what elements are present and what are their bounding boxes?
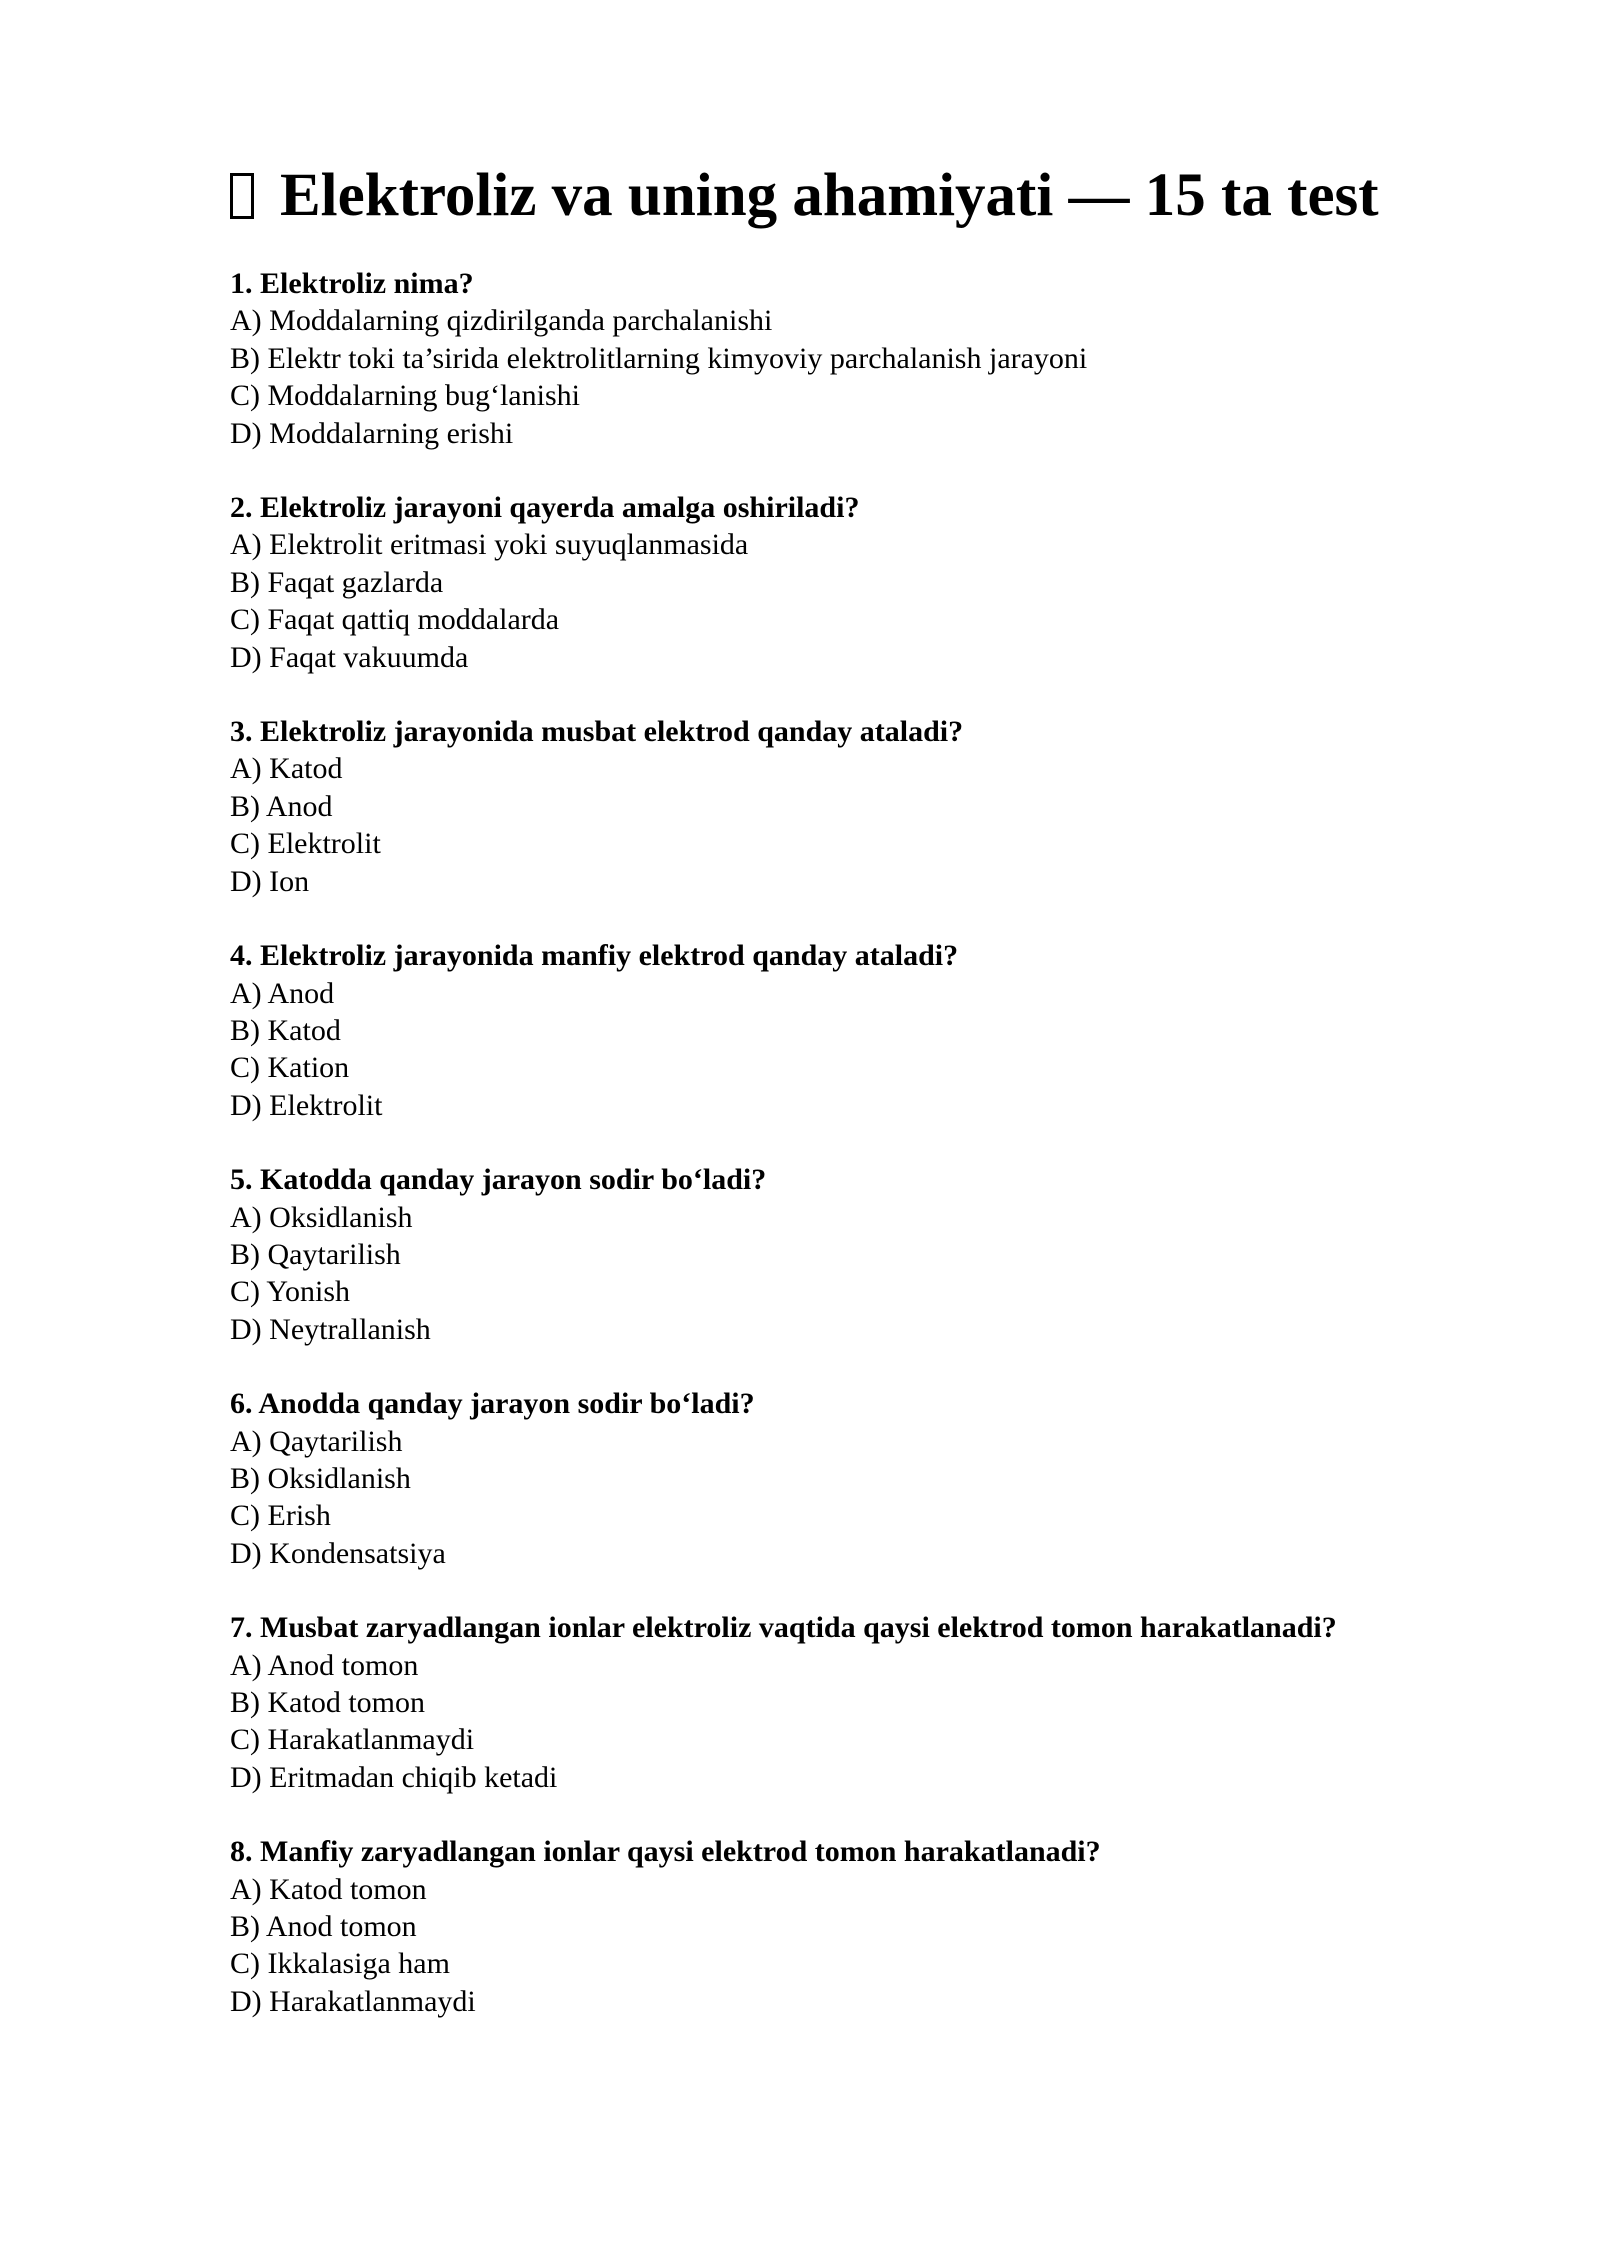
question-4: [230, 937, 1480, 1124]
option-c: C) Yonish: [230, 1275, 351, 1309]
question-text: 1. Elektroliz nima?: [230, 267, 474, 300]
option-a: A) Katod tomon: [230, 1872, 427, 1906]
question-text: 4. Elektroliz jarayonida manfiy elektrod qanday ataladi?: [230, 939, 959, 973]
question-text: 3. Elektroliz jarayonida musbat elektrod qanday ataladi?: [230, 715, 964, 749]
option-c: C) Moddalarning bug‘lanishi: [230, 379, 580, 413]
option-a: A) Anod tomon: [230, 1648, 419, 1682]
option-a: A) Qaytarilish: [230, 1424, 403, 1458]
question-text: 8. Manfiy zaryadlangan ionlar qaysi elektrod tomon harakatlanadi?: [230, 1835, 1101, 1869]
option-b: B) Elektr toki ta’sirida elektrolitlarning kimyoviy parchalanish jarayoni: [230, 341, 1088, 375]
option-a: A) Anod: [230, 976, 335, 1010]
option-b: B) Katod tomon: [230, 1686, 425, 1719]
question-text: 6. Anodda qanday jarayon sodir bo‘ladi?: [230, 1387, 755, 1421]
option-a: A) Moddalarning qizdirilganda parchalanishi: [230, 304, 773, 338]
option-a: A) Katod: [230, 752, 343, 786]
question-text: 7. Musbat zaryadlangan ionlar elektroliz vaqtida qaysi elektrod tomon harakatlanadi?: [230, 1611, 1337, 1645]
answer-options: [230, 750, 1480, 900]
option-a: A) Elektrolit eritmasi yoki suyuqlanmasida: [230, 528, 749, 562]
question-7: [230, 1609, 1480, 1796]
question-text: 2. Elektroliz jarayoni qayerda amalga oshiriladi?: [230, 491, 860, 525]
option-d: D) Faqat vakuumda: [230, 640, 469, 674]
option-c: C) Faqat qattiq moddalarda: [230, 603, 560, 637]
option-b: B) Faqat gazlarda: [230, 565, 444, 599]
option-c: C) Erish: [230, 1499, 331, 1533]
document-title-text: Elektroliz va uning ahamiyati — 15 ta test: [280, 162, 1379, 229]
option-d: D) Harakatlanmaydi: [230, 1984, 476, 2018]
option-c: C) Elektrolit: [230, 827, 381, 861]
option-a: A) Oksidlanish: [230, 1200, 413, 1234]
question-5: [230, 1161, 1480, 1348]
option-d: D) Neytrallanish: [230, 1312, 431, 1346]
document-title: [230, 155, 1480, 237]
answer-options: [230, 1423, 1480, 1573]
option-b: B) Oksidlanish: [230, 1461, 411, 1495]
answer-options: [230, 526, 1480, 676]
option-c: C) Kation: [230, 1051, 350, 1085]
answer-options: [230, 1647, 1480, 1797]
question-6: [230, 1385, 1480, 1572]
option-b: B) Katod: [230, 1013, 341, 1047]
option-d: D) Eritmadan chiqib ketadi: [230, 1760, 558, 1794]
option-c: C) Harakatlanmaydi: [230, 1723, 475, 1757]
question-8: [230, 1833, 1480, 2020]
missing-glyph-icon: [230, 173, 254, 219]
answer-options: [230, 975, 1480, 1125]
question-1: [230, 265, 1480, 452]
option-d: D) Moddalarning erishi: [230, 416, 514, 450]
option-b: B) Anod tomon: [230, 1910, 417, 1944]
option-b: B) Qaytarilish: [230, 1237, 401, 1271]
question-3: [230, 713, 1480, 900]
option-d: D) Ion: [230, 864, 310, 898]
answer-options: [230, 1871, 1480, 2021]
option-c: C) Ikkalasiga ham: [230, 1947, 450, 1981]
answer-options: [230, 302, 1480, 452]
document-page: [230, 155, 1480, 2057]
answer-options: [230, 1199, 1480, 1349]
option-d: D) Kondensatsiya: [230, 1536, 446, 1570]
question-text: 5. Katodda qanday jarayon sodir bo‘ladi?: [230, 1163, 767, 1197]
option-b: B) Anod: [230, 789, 333, 823]
question-2: [230, 489, 1480, 676]
option-d: D) Elektrolit: [230, 1088, 383, 1122]
